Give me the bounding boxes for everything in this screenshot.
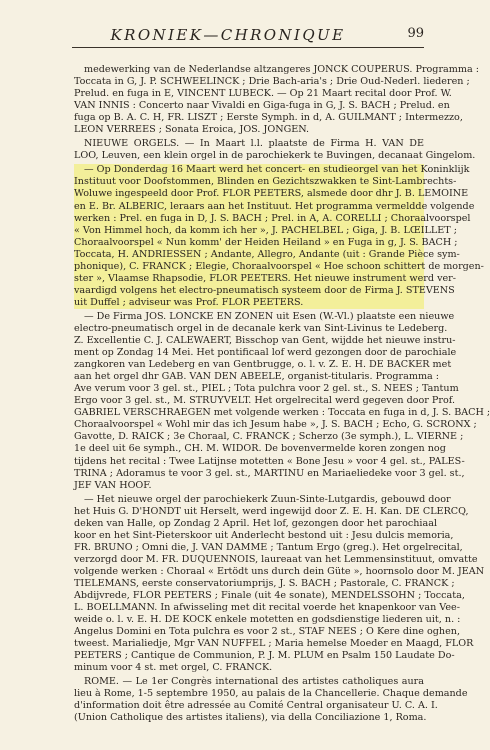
text-line: L. BOELLMANN. In afwisseling met dit recital voerde het knapenkoor van Vee- — [74, 602, 460, 614]
text-line: — De Firma JOS. LONCKE EN ZONEN uit Esen (W.-Vl.) plaatste een nieuwe — [84, 310, 455, 322]
paragraph-p6 — [74, 676, 468, 724]
text-line: FR. BRUNO ; Omni die, J. VAN DAMME ; Tantum Ergo (greg.). Het orgelrecital, — [74, 541, 463, 553]
text-line: ment op Zondag 14 Mei. Het pontificaal lof werd gezongen door de parochiale — [74, 347, 457, 359]
text-line: Z. Excellentie C. J. CALEWAERT, Bisschop van Gent, wijdde het nieuwe instru- — [74, 335, 456, 347]
paragraph-p3 — [74, 164, 484, 309]
text-line: Ave verum voor 3 gel. st., PIEL ; Tota pulchra voor 2 gel. st., S. NEES ; Tantum — [74, 383, 459, 395]
text-line: deken van Halle, op Zondag 2 April. Het lof, gezongen door het parochiaal — [74, 517, 438, 529]
text-line: tijdens het recital : Twee Latijnse motetten « Bone Jesu » voor 4 gel. st., PALES- — [74, 455, 465, 467]
text-line: Woluwe ingespeeld door Prof. FLOR PEETERS, alsmede door dhr J. B. LEMOINE — [74, 188, 469, 200]
text-line: verzorgd door M. FR. DUQUENNOIS, laureaat van het Lemmensinstituut, omvatte — [74, 553, 478, 565]
text-line: Abdijvrede, FLOR PEETERS ; Finale (uit 4e sonate), MENDELSSOHN ; Toccata, — [74, 590, 465, 602]
text-line: Prelud. en fuga in E, VINCENT LUBECK. — Op 21 Maart recital door Prof. W. — [74, 88, 452, 100]
text-line: — Op Donderdag 16 Maart werd het concert- en studieorgel van het Koninklijk — [84, 164, 470, 176]
text-line: LEON VERREES ; Sonata Eroica, JOS. JONGEN. — [74, 124, 310, 136]
text-line: PEETERS ; Cantique de Communion, P. J. M. PLUM en Psalm 150 Laudate Do- — [74, 650, 455, 662]
text-line: d'information doit être adressée au Comité Central organisateur U. C. A. I. — [74, 700, 438, 712]
text-line: Choraalvoorspel « Nun komm' der Heiden Heiland » en Fuga in g, J. S. BACH ; — [74, 236, 458, 248]
text-line: zangkoren van Ledeberg en van Gentbrugge, o. l. v. Z. E. H. DE BACKER met — [74, 359, 452, 371]
text-line: « Von Himmel hoch, da komm ich her », J. PACHELBEL ; Giga, J. B. LŒILLET ; — [74, 224, 457, 236]
text-line: GABRIEL VERSCHRAEGEN met volgende werken : Toccata en fuga in d, J. S. BACH ; — [74, 407, 490, 419]
text-line: uit Duffel ; adviseur was Prof. FLOR PEETERS. — [74, 296, 304, 308]
text-line: NIEUWE ORGELS. — In Maart l.l. plaatste de Firma H. VAN DE — [84, 138, 424, 150]
paragraph-p5 — [74, 493, 485, 675]
text-line: ster », Vlaamse Rhapsodie, FLOR PEETERS. Het nieuwe instrument werd ver- — [74, 272, 457, 284]
text-line: weide o. l. v. E. H. DE KOCK enkele motetten en godsdienstige liederen uit, n. : — [74, 614, 461, 626]
text-line: TRINA ; Adoramus te voor 3 gel. st., MARTINU en Mariaeliedeke voor 3 gel. st., — [74, 467, 465, 479]
text-line: (Union Catholique des artistes italiens), via della Conciliazione 1, Roma. — [74, 712, 427, 724]
text-line: Gavotte, D. RAICK ; 3e Choraal, C. FRANCK ; Scherzo (3e symph.), L. VIERNE ; — [74, 431, 464, 443]
text-line: VAN INNIS : Concerto naar Vivaldi en Giga-fuga in G, J. S. BACH ; Prelud. en — [74, 100, 450, 112]
text-line: koor en het Sint-Pieterskoor uit Anderlecht bestond uit : Jesu dulcis memoria, — [74, 529, 454, 541]
paragraph-p2 — [74, 138, 476, 162]
paragraph-p1 — [74, 64, 479, 136]
text-line: — Het nieuwe orgel der parochiekerk Zuun-Sinte-Lutgardis, gebouwd door — [84, 493, 451, 505]
text-line: aan het orgel dhr GAB. VAN DEN ABEELE, organist-titularis. Programma : — [74, 371, 440, 383]
text-line: 1e deel uit 6e symph., CH. M. WIDOR. De bovenvermelde koren zongen nog — [74, 443, 446, 455]
text-line: ROME. — Le 1er Congrès international des artistes catholiques aura — [84, 676, 424, 688]
text-line: TIELEMANS, eerste conservatoriumprijs, J. S. BACH ; Pastorale, C. FRANCK ; — [74, 577, 455, 589]
text-line: werken : Prel. en fuga in D, J. S. BACH ; Prel. in A, A. CORELLI ; Choraalvoorspel — [74, 212, 471, 224]
text-line: electro-pneumatisch orgel in de decanale kerk van Sint-Livinus te Ledeberg. — [74, 322, 448, 334]
article-body — [74, 64, 490, 727]
text-line: volgende werken : Choraal « Ertödt uns durch dein Güte », hoornsolo door M. JEAN — [74, 565, 485, 577]
header-rule — [72, 47, 424, 48]
text-line: LOO, Leuven, een klein orgel in de parochiekerk te Buvingen, decanaat Gingelom. — [74, 150, 476, 162]
header-title: KRONIEK—CHRONIQUE — [110, 26, 346, 44]
text-line: Toccata, H. ANDRIESSEN ; Andante, Allegro, Andante (uit : Grande Pièce sym- — [74, 248, 460, 260]
text-line: Instituut voor Doofstommen, Blinden en Gezichtszwakken te Sint-Lambrechts- — [74, 176, 457, 188]
text-line: JEF VAN HOOF. — [74, 479, 152, 491]
text-line: minum voor 4 st. met orgel, C. FRANCK. — [74, 662, 273, 674]
running-header — [72, 26, 424, 48]
text-line: tweest. Marialiedje, Mgr VAN NUFFEL ; Maria hemelse Moeder en Maagd, FLOR — [74, 638, 474, 650]
text-line: Choraalvoorspel « Wohl mir das ich Jesum habe », J. S. BACH ; Echo, G. SCRONX ; — [74, 419, 477, 431]
text-line: fuga op B. A. C. H, FR. LISZT ; Eerste Symph. in d, A. GUILMANT ; Intermezzo, — [74, 112, 463, 124]
paragraph-p4 — [74, 310, 490, 492]
text-line: Ergo voor 3 gel. st., M. STRUYVELT. Het orgelrecital werd gegeven door Prof. — [74, 395, 456, 407]
text-line: Toccata in G, J. P. SCHWEELINCK ; Drie Bach-aria's ; Drie Oud-Nederl. liederen ; — [74, 76, 470, 88]
page-number: 99 — [407, 26, 424, 41]
text-line: lieu à Rome, 1-5 septembre 1950, au palais de la Chancellerie. Chaque demande — [74, 688, 468, 700]
text-line: het Huis G. D'HONDT uit Herselt, werd ingewijd door Z. E. H. Kan. DE CLERCQ, — [74, 505, 469, 517]
text-line: en E. Br. ALBERIC, leraars aan het Instituut. Het programma vermeldde volgende — [74, 200, 475, 212]
text-line: medewerking van de Nederlandse altzangeres JONCK COUPERUS. Programma : — [84, 64, 479, 75]
text-line: vaardigd volgens het electro-pneumatisch systeem door de Firma J. STEVENS — [74, 284, 455, 296]
text-line: phonique), C. FRANCK ; Elegie, Choraalvoorspel « Hoe schoon schittert de morgen- — [74, 260, 484, 272]
text-line: Angelus Domini en Tota pulchra es voor 2 st., STAF NEES ; O Kere dine oghen, — [74, 626, 460, 638]
